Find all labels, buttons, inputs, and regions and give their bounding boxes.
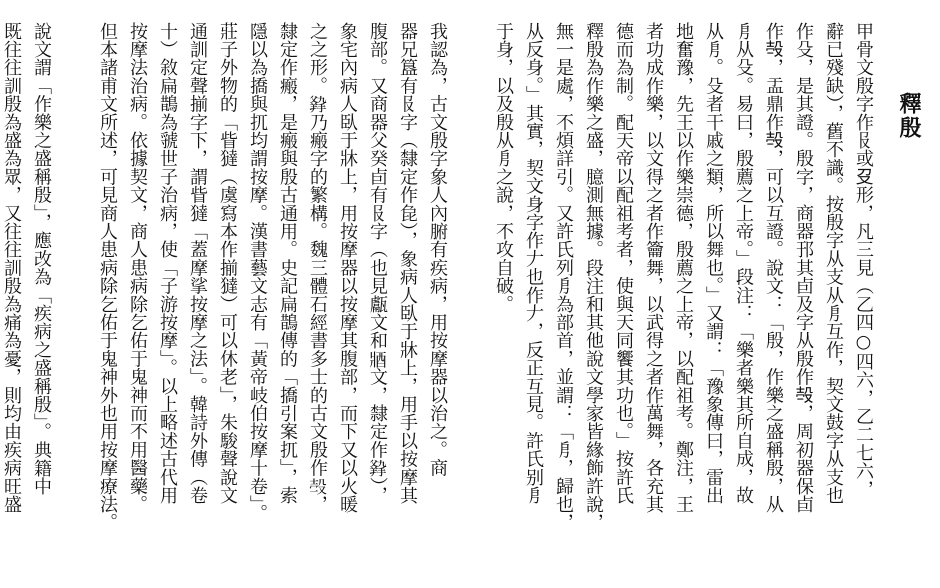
text-column: 之之形。𤕛乃瘢字的繁構。魏三體石經書多士的古文殷作𣪊， xyxy=(307,22,328,514)
text-column: 說文謂「作樂之盛稱殷」，應改為「疾病之盛稱殷」。典籍中 xyxy=(31,22,52,496)
text-column: 隱以為撟與扤均謂按摩。漢書藝文志有「黃帝岐伯按摩十卷」。 xyxy=(247,22,268,523)
text-column: 者功成作樂，以文得之者作籥舞，以武得之者作萬舞，各充其 xyxy=(643,22,664,514)
text-column: 象宅內病人臥于牀上，用按摩器以按摩其腹部，而下又以火暖 xyxy=(337,22,358,514)
body-text xyxy=(0,22,878,578)
text-column: 腹部。又商器父癸卣有𠬝字（也見甗文和𨟻文，隸定作𤕛）， xyxy=(367,22,388,505)
text-column: 通訓定聲揃字下，謂眥㺚「蓋摩挲按摩之法」。韓詩外傳（卷 xyxy=(187,22,208,505)
text-column: 辭已殘缺），舊不識。按殷字从支从㐆互作，契文鼓字从支也 xyxy=(823,22,844,505)
text-column: 無一是處，不煩詳引。又許氏列㐆為部首，並謂：「㐆，歸也， xyxy=(553,22,574,532)
section-heading: 釋殷 xyxy=(896,92,922,140)
text-column: 作𣪊，盂鼎作𣪊，可以互證。說文：「殷，作樂之盛稱殷，从 xyxy=(763,22,784,514)
text-column: 作殳，是其證。殷字，商器邘其卣及字从殷作𣪊，周初器保卣 xyxy=(793,22,814,514)
text-column: 甲骨文殷字作𠬝或𠬛形，凡三見（乙四○四六，乙二七六， xyxy=(853,22,874,499)
text-column: 从反身。」其實，契文身字作𠂇也作𠂇，反正互見。許氏别㐆 xyxy=(523,22,544,505)
text-column: 器兄簋有𠬝字（隸定作㲋），象病人臥于牀上，用手以按摩其 xyxy=(397,22,418,505)
text-column: 德而為制。配天帝以配祖考者，使與天同饗其功也。」按許氏 xyxy=(613,22,634,505)
text-column: 于身，以及殷从㐆之說，不攻自破。 xyxy=(493,22,514,314)
text-column: 十）敘扁鵲為虢世子治病，使「子游按摩」。以上略述古代用 xyxy=(157,22,178,505)
text-column: 既往往訓殷為盛為眾，又往往訓殷為痛為憂，則均由疾病旺盛 xyxy=(1,22,22,514)
text-column: 莊子外物的「眥㺚（虞寫本作揃㺚）可以休老」，朱駿聲說文 xyxy=(217,22,238,505)
text-column: 㐆从殳。易曰，殷薦之上帝。」段注：「樂者樂其所自成，故 xyxy=(733,22,754,505)
text-column: 我認為，古文殷字象人內腑有疾病，用按摩器以治之。商 xyxy=(427,22,448,477)
text-column: 但本諸甫文所述，可見商人患病除乞佑于鬼神外也用按摩療法。 xyxy=(97,22,118,532)
text-column: 按摩法治病。依據契文，商人患病除乞佑于鬼神而不用醫藥。 xyxy=(127,22,148,514)
text-column: 隸定作瘢，是瘢與殷古通用。史記扁鵲傳的「撟引案扤」，索 xyxy=(277,22,298,505)
text-column: 从㐆。殳者干戚之類，所以舞也。」又謂：「豫象傳曰，雷出 xyxy=(703,22,724,505)
text-column: 釋殷為作樂之盛，臆測無據。段注和其他說文學家皆緣飾許說， xyxy=(583,22,604,532)
text-column: 地奮豫，先王以作樂崇德，殷薦之上帝，以配祖考。鄭注，王 xyxy=(673,22,694,514)
